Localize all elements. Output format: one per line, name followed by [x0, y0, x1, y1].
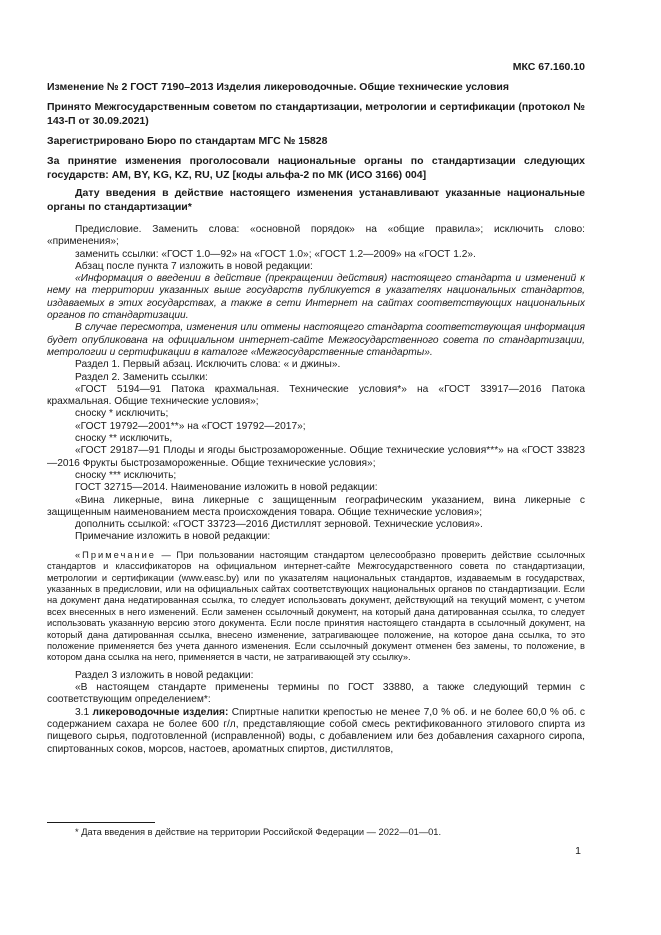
voting-statement: За принятие изменения проголосовали национальные органы по стандартизации следующих государств: AM, BY, KG, KZ, RU, UZ [коды альфа-2 по МК (ИСО 3166) 004] — [47, 155, 585, 181]
body-paragraph: ГОСТ 32715—2014. Наименование изложить в новой редакции: — [75, 482, 378, 494]
registration-statement: Зарегистрировано Бюро по стандартам МГС № 15828 — [47, 135, 328, 147]
body-paragraph: Примечание изложить в новой редакции: — [75, 531, 271, 543]
adoption-statement: Принято Межгосударственным советом по стандартизации, метрологии и сертификации (протокол № 143-П от 30.09.2021) — [47, 101, 585, 127]
body-paragraph: «В настоящем стандарте применены термины по ГОСТ 33880, а также следующий термин с соответствующим определением*: — [47, 682, 585, 706]
body-paragraph: сноску ** исключить, — [75, 433, 173, 445]
body-paragraph: «ГОСТ 19792—2001**» на «ГОСТ 19792—2017»; — [75, 420, 306, 432]
body-paragraph: «ГОСТ 5194—91 Патока крахмальная. Технические условия*» на «ГОСТ 33917—2016 Патока крахмальная. Общие технические условия»; — [47, 383, 585, 408]
page-number: 1 — [575, 845, 581, 857]
amendment-title: Изменение № 2 ГОСТ 7190–2013 Изделия ликероводочные. Общие технические условия — [47, 81, 510, 93]
footnote: * Дата введения в действие на территории Российской Федерации — 2022—01—01. — [75, 827, 442, 837]
amendment-body — [47, 224, 585, 756]
term-text: Спиртные напитки крепостью не менее 7,0 % об. и не более 60,0 % об. с содержанием сахара не более 600 г/л, представляющие собой смесь ректификованного этилового спирта из пищевого сырья, подготовленной (исправленной) воды, с добавлением или без добавления сахарного сиропа, спиртованных соков, морсов, настоев, ароматных спиртов, дистиллятов, — [47, 706, 585, 755]
body-paragraph-italic: В случае пересмотра, изменения или отмены настоящего стандарта соответствующая информация будет опубликована на официальном интернет-сайте Межгосударственного совета по стандартизации, метрологии и сертификации в каталоге «Межгосударственные стандарты». — [47, 322, 585, 358]
body-paragraph: «ГОСТ 29187—91 Плоды и ягоды быстрозамороженные. Общие технические условия***» на «ГОСТ 33823—2016 Фрукты быстрозамороженные. Общие технические условия»; — [47, 445, 585, 469]
body-paragraph: заменить ссылки: «ГОСТ 1.0—92» на «ГОСТ 1.0»; «ГОСТ 1.2—2009» на «ГОСТ 1.2». — [75, 248, 476, 260]
body-paragraph: сноску *** исключить; — [75, 469, 177, 481]
note-block — [47, 550, 585, 664]
body-paragraph: Раздел 3 изложить в новой редакции: — [75, 669, 254, 681]
note-text: — При пользовании настоящим стандартом целесообразно проверить действие ссылочных стандартов и классификаторов на официальном интернет-сайте Межгосударственного совета по стандартизации, метрологии и сертификации (www.easc.by) или по указателям национальных стандартов, издаваемым в государствах, указанных в предисловии, или на официальных сайтах соответствующих национальных органов по стандартизации. Если на документ дана недатированная ссылка, то следует использовать документ, действующий на текущий момент, с учетом всех внесенных в него изменений. Если заменен ссылочный документ, на который дана датированная ссылка, то следует использовать указанную версию этого документа. Если после принятия настоящего стандарта в ссылочный документ, на который дана датированная ссылка, внесено изменение, затрагивающее положение, на которое дана ссылка, то это положение применяется без учета данного изменения. Если ссылочный документ отменен без замены, то положение, в котором дана ссылка на него, применяется в части, не затрагивающей эту ссылку». — [47, 549, 585, 663]
document-content — [47, 80, 585, 756]
body-paragraph: Абзац после пункта 7 изложить в новой редакции: — [75, 260, 313, 272]
term-number: 3.1 — [75, 706, 93, 718]
term-definition — [47, 707, 585, 756]
body-paragraph: сноску * исключить; — [75, 408, 169, 420]
body-paragraph: дополнить ссылкой: «ГОСТ 33723—2016 Дистиллят зерновой. Технические условия». — [75, 519, 483, 531]
body-paragraph: Раздел 2. Заменить ссылки: — [75, 371, 208, 383]
body-paragraph: «Вина ликерные, вина ликерные с защищенным географическим указанием, вина ликерные с защищенным наименованием места происхождения товара. Общие технические условия»; — [47, 494, 585, 518]
body-paragraph-italic: «Информация о введении в действие (прекращении действия) настоящего стандарта и изменений к нему на территории указанных выше государств публикуется в указателях национальных стандартов, издаваемых в этих государствах, а также в сети Интернет на сайтах соответствующих национальных органов по стандартизации. — [47, 273, 585, 322]
term-name: ликероводочные изделия: — [92, 706, 229, 718]
body-paragraph: Раздел 1. Первый абзац. Исключить слова: « и джины». — [75, 359, 341, 371]
body-paragraph: Предисловие. Заменить слова: «основной порядок» на «общие правила»; исключить слово: «применения»; — [47, 224, 585, 248]
note-label: «Примечание — [75, 549, 156, 560]
footnote-separator — [47, 822, 155, 823]
mks-code: МКС 67.160.10 — [512, 61, 585, 73]
date-notice: Дату введения в действие настоящего изменения устанавливают указанные национальные органы по стандартизации* — [47, 187, 585, 213]
